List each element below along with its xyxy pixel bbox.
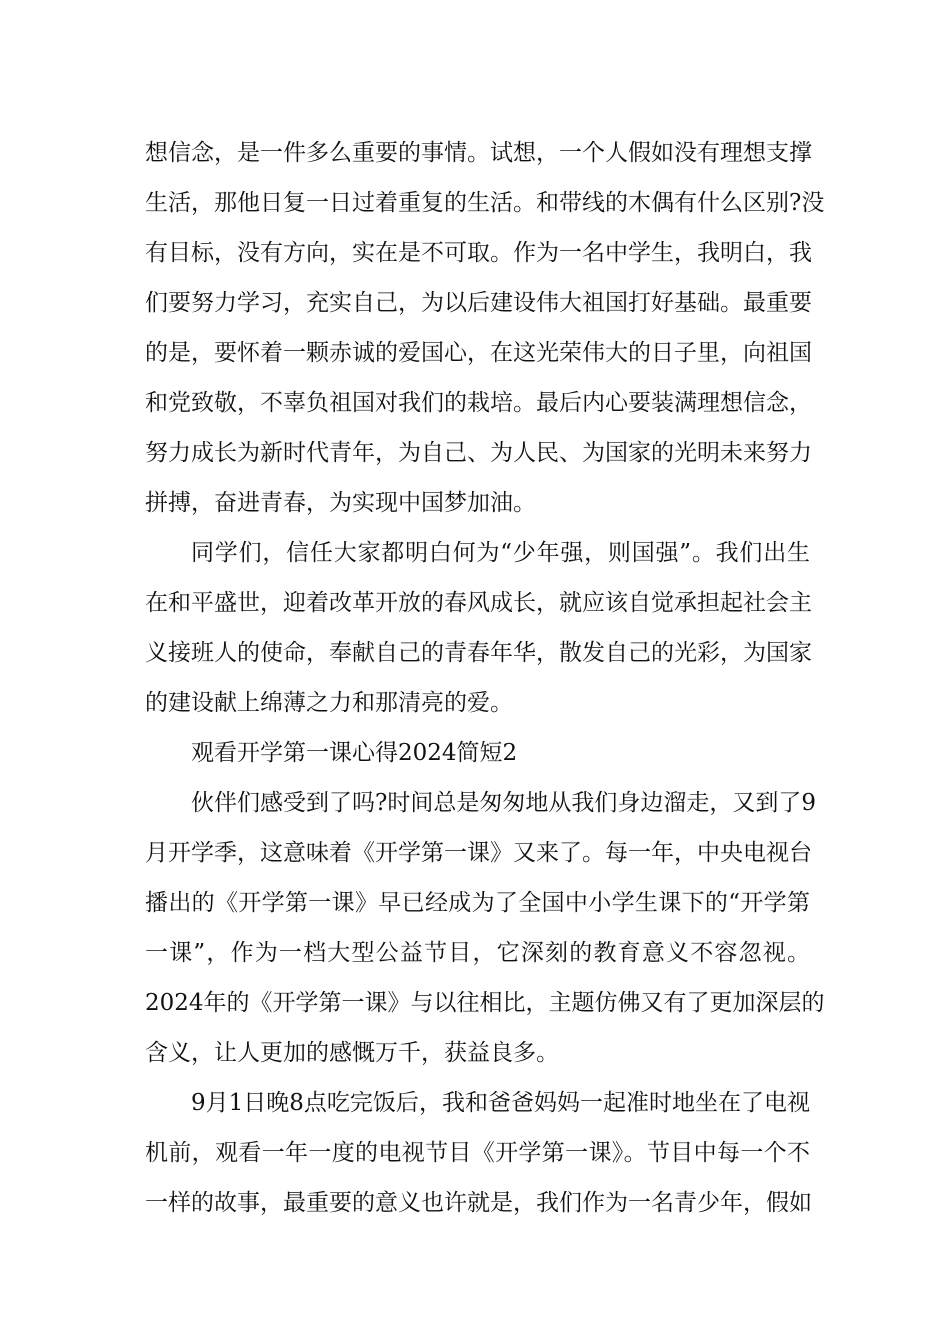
text-line: 的是，要怀着一颗赤诚的爱国心，在这光荣伟大的日子里，向祖国 — [145, 340, 812, 366]
text-line: 机前，观看一年一度的电视节目《开学第一课》。节目中每一个不 — [145, 1140, 810, 1166]
text-line: 一课”，作为一档大型公益节目，它深刻的教育意义不容忽视。 — [145, 940, 810, 966]
text-line: 9月1日晚8点吃完饭后，我和爸爸妈妈一起准时地坐在了电视 — [191, 1090, 810, 1116]
text-line: 月开学季，这意味着《开学第一课》又来了。每一年，中央电视台 — [145, 840, 812, 866]
text-line: 和党致敬，不辜负祖国对我们的栽培。最后内心要装满理想信念， — [145, 390, 812, 416]
text-line: 同学们，信任大家都明白何为“少年强，则国强”。我们出生 — [191, 540, 810, 566]
text-line: 含义，让人更加的感慨万千，获益良多。 — [145, 1040, 559, 1066]
text-line: 2024年的《开学第一课》与以往相比，主题仿佛又有了更加深层的 — [145, 990, 825, 1016]
text-line: 播出的《开学第一课》早已经成为了全国中小学生课下的“开学第 — [145, 890, 810, 916]
text-line: 拼搏，奋进青春，为实现中国梦加油。 — [145, 490, 536, 516]
text-line: 努力成长为新时代青年，为自己、为人民、为国家的光明未来努力 — [145, 440, 812, 466]
text-line: 的建设献上绵薄之力和那清亮的爱。 — [145, 690, 513, 716]
text-line: 有目标，没有方向，实在是不可取。作为一名中学生，我明白，我 — [145, 240, 812, 266]
section-heading: 观看开学第一课心得2024简短2 — [191, 740, 518, 766]
document-page — [145, 128, 825, 1228]
text-line: 一样的故事，最重要的意义也许就是，我们作为一名青少年，假如 — [145, 1190, 812, 1216]
text-line: 生活，那他日复一日过着重复的生活。和带线的木偶有什么区别?没 — [145, 190, 825, 216]
text-line: 们要努力学习，充实自己，为以后建设伟大祖国打好基础。最重要 — [145, 290, 812, 316]
text-line: 想信念，是一件多么重要的事情。试想，一个人假如没有理想支撑 — [145, 140, 812, 166]
text-line: 义接班人的使命，奉献自己的青春年华，散发自己的光彩，为国家 — [145, 640, 812, 666]
text-line: 伙伴们感受到了吗?时间总是匆匆地从我们身边溜走，又到了9 — [191, 790, 816, 816]
text-line: 在和平盛世，迎着改革开放的春风成长，就应该自觉承担起社会主 — [145, 590, 812, 616]
